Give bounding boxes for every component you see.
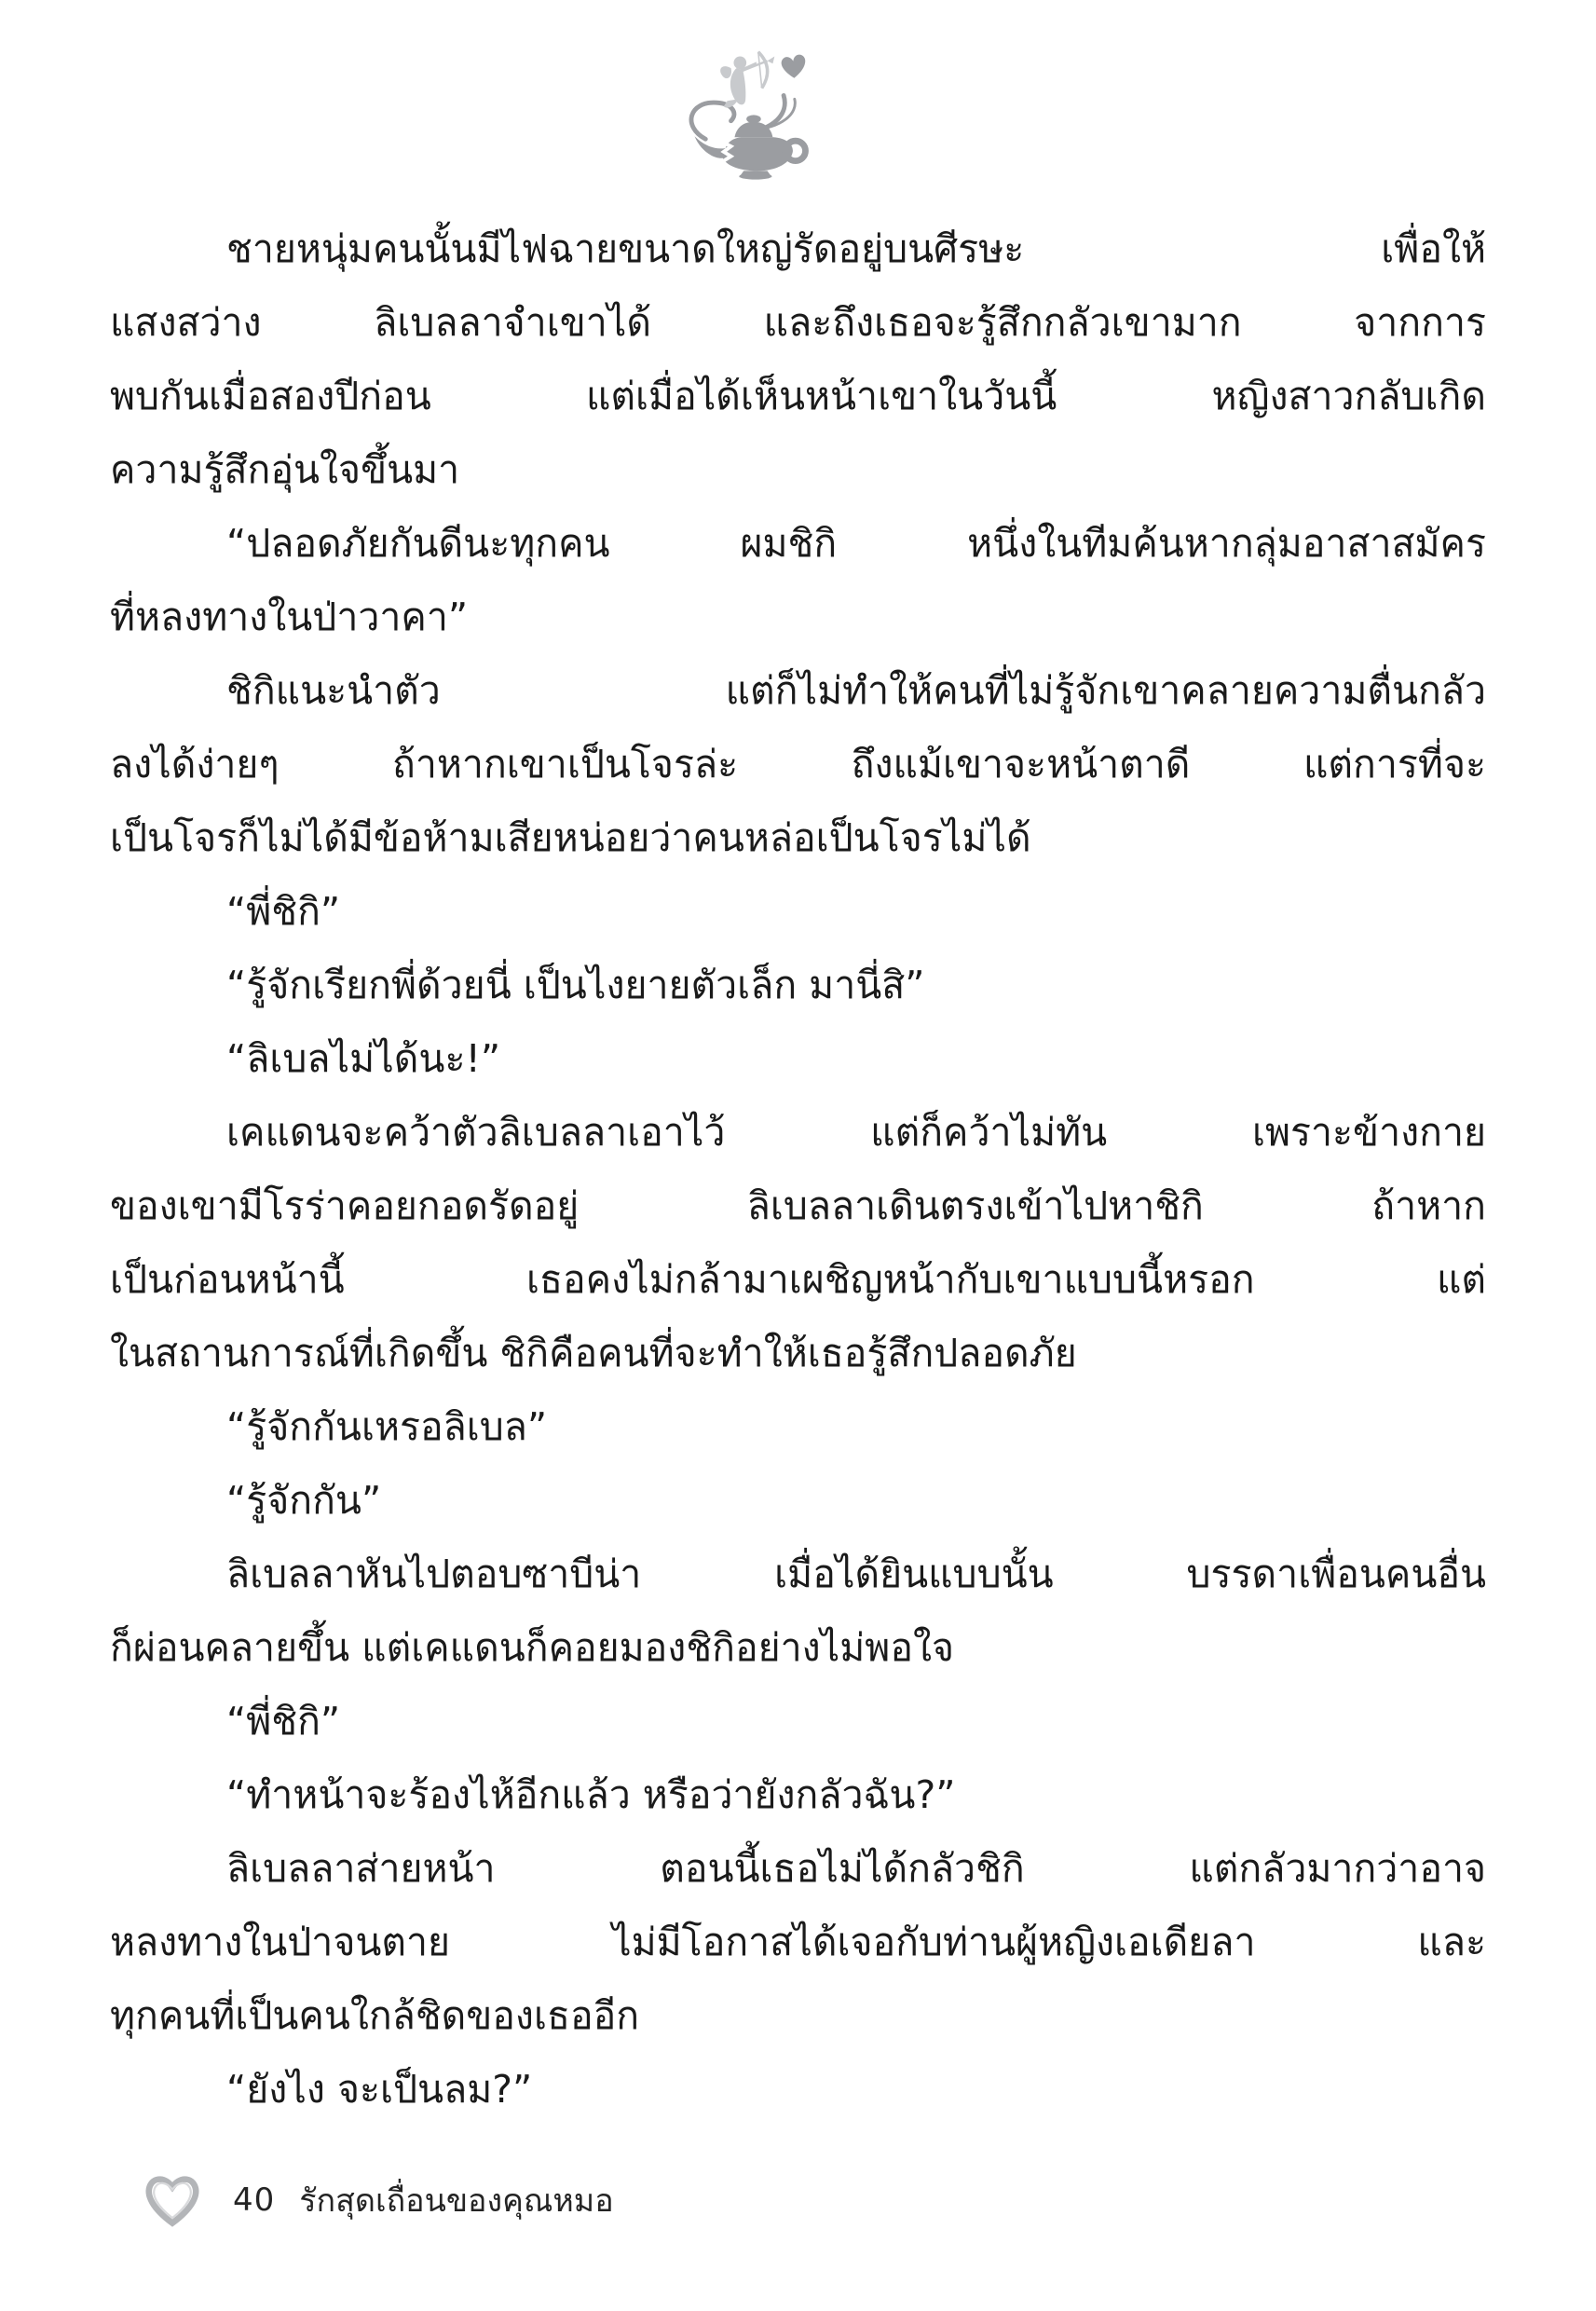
page-text <box>110 212 1486 2126</box>
heart-icon <box>142 2171 203 2229</box>
text-line: ก็ผ่อนคลายขึ้น แต่เคแดนก็คอยมองชิกิอย่างไม่พอใจ <box>110 1625 955 1670</box>
page-footer <box>142 2171 614 2229</box>
text-line: เป็นโจรก็ไม่ได้มีข้อห้ามเสียหน่อยว่าคนหล่อเป็นโจรไม่ได้ <box>110 815 1031 860</box>
book-title: รักสุดเถื่อนของคุณหมอ <box>299 2182 614 2220</box>
text-line: หลงทางในป่าจนตาย ไม่มีโอกาสได้เจอกับท่านผู้หญิงเอเดียลา และ <box>110 1920 1486 1964</box>
text-line: ที่หลงทางในป่าวาคา” <box>110 595 469 639</box>
text-line: ลงได้ง่ายๆ ถ้าหากเขาเป็นโจรล่ะ ถึงแม้เขาจะหน้าตาดี แต่การที่จะ <box>110 742 1486 786</box>
text-line: “รู้จักกันเหรอลิเบล” <box>226 1404 548 1449</box>
lamp-cupid-ornament-icon <box>678 41 824 181</box>
cupid-icon <box>720 57 757 108</box>
text-line: “พี่ชิกิ” <box>226 889 341 934</box>
text-line: เป็นก่อนหน้านี้ เธอคงไม่กล้ามาเผชิญหน้ากับเขาแบบนี้หรอก แต่ <box>110 1257 1486 1302</box>
text-line: พบกันเมื่อสองปีก่อน แต่เมื่อได้เห็นหน้าเขาในวันนี้ หญิงสาวกลับเกิด <box>110 374 1486 418</box>
text-line: ความรู้สึกอุ่นใจขึ้นมา <box>110 447 460 492</box>
text-line: ลิเบลลาส่ายหน้า ตอนนี้เธอไม่ได้กลัวชิกิ แต่กลัวมากว่าอาจ <box>226 1846 1486 1891</box>
text-line: “รู้จักเรียกพี่ด้วยนี่ เป็นไงยายตัวเล็ก มานี่สิ” <box>226 963 925 1007</box>
page-number: 40 <box>233 2181 276 2219</box>
text-line: ในสถานการณ์ที่เกิดขึ้น ชิกิคือคนที่จะทำให้เธอรู้สึกปลอดภัย <box>110 1331 1077 1375</box>
text-line: แสงสว่าง ลิเบลลาจำเขาได้ และถึงเธอจะรู้สึกกลัวเขามาก จากการ <box>110 300 1486 345</box>
text-line: ของเขามีโรร่าคอยกอดรัดอยู่ ลิเบลลาเดินตรงเข้าไปหาชิกิ ถ้าหาก <box>110 1183 1486 1228</box>
heart-smoke-icon <box>781 54 808 79</box>
text-line: “ลิเบลไม่ได้นะ!” <box>226 1036 501 1081</box>
text-line: “พี่ชิกิ” <box>226 1699 341 1744</box>
text-line: ลิเบลลาหันไปตอบซาบีน่า เมื่อได้ยินแบบนั้น บรรดาเพื่อนคนอื่น <box>226 1552 1486 1596</box>
text-line: เคแดนจะคว้าตัวลิเบลลาเอาไว้ แต่ก็คว้าไม่ทัน เพราะข้างกาย <box>226 1110 1486 1155</box>
text-line: ทุกคนที่เป็นคนใกล้ชิดของเธออีก <box>110 1993 640 2038</box>
text-line: “ยังไง จะเป็นลม?” <box>226 2067 533 2112</box>
text-line: “ปลอดภัยกันดีนะทุกคน ผมชิกิ หนึ่งในทีมค้นหากลุ่มอาสาสมัคร <box>226 521 1486 566</box>
text-line: ชายหนุ่มคนนั้นมีไฟฉายขนาดใหญ่รัดอยู่บนศีรษะ เพื่อให้ <box>226 226 1486 271</box>
text-line: “ทำหน้าจะร้องไห้อีกแล้ว หรือว่ายังกลัวฉัน?” <box>226 1772 956 1817</box>
text-line: “รู้จักกัน” <box>226 1478 382 1523</box>
text-line: ชิกิแนะนำตัว แต่ก็ไม่ทำให้คนที่ไม่รู้จักเขาคลายความตื่นกลัว <box>226 668 1486 713</box>
